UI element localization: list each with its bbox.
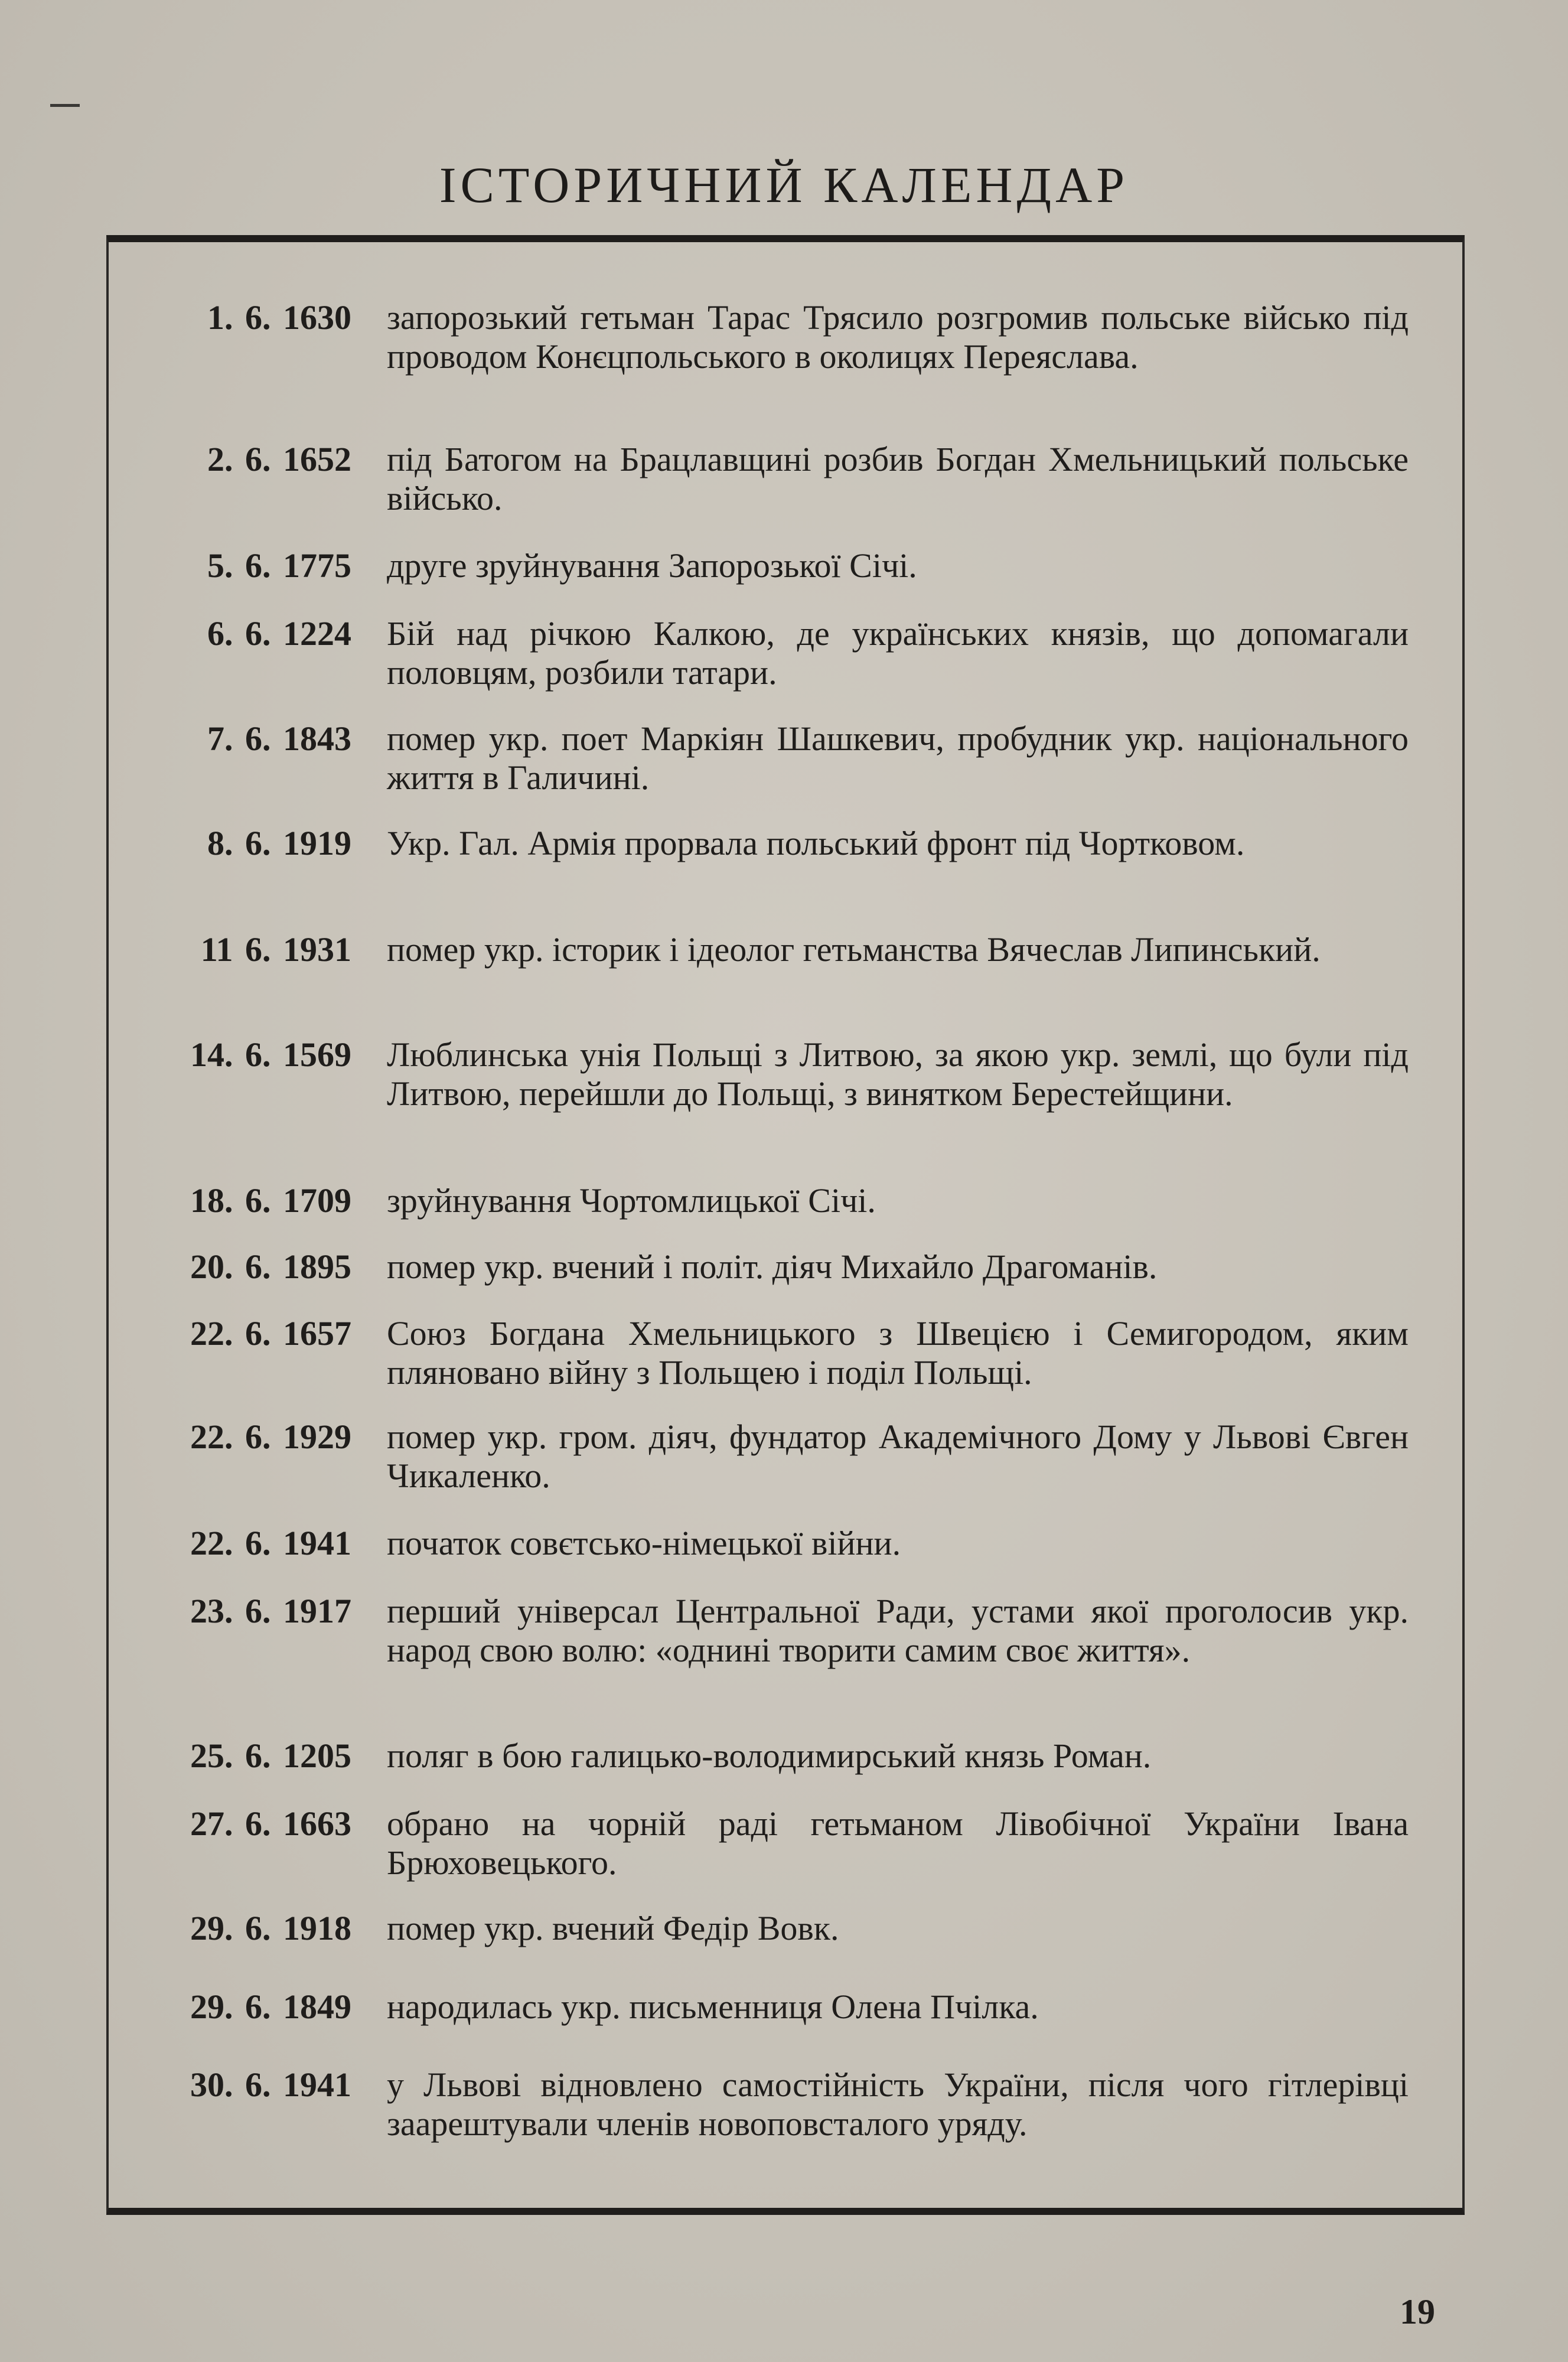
entry-date: 14. 6. 1569 — [190, 1035, 351, 1074]
entry-date: 29. 6. 1849 — [190, 1988, 351, 2026]
entry-date: 22. 6. 1657 — [190, 1314, 351, 1353]
entry-text: помер укр. поет Маркіян Шашкевич, пробудник укр. національного життя в Галичині. — [387, 719, 1409, 797]
entry-text: Люблинська унія Польщі з Литвою, за якою укр. землі, що були під Литвою, перейшли до Польщі, з винятком Берестейщини. — [387, 1035, 1409, 1113]
entry-text: помер укр. вчений і політ. діяч Михайло Драгоманів. — [387, 1247, 1158, 1286]
entry-text: початок совєтсько-німецької війни. — [387, 1524, 901, 1562]
entry-date: 30. 6. 1941 — [190, 2065, 351, 2104]
entry-date: 18. 6. 1709 — [190, 1181, 351, 1220]
entry-text: Союз Богдана Хмельницького з Швецією і Семигородом, яким пляновано війну з Польщею і поділ Польщі. — [387, 1314, 1409, 1392]
entry-date: 22. 6. 1941 — [190, 1524, 351, 1562]
entry-date: 27. 6. 1663 — [190, 1804, 351, 1843]
margin-mark — [50, 104, 80, 107]
entry-date: 8. 6. 1919 — [207, 824, 351, 862]
entry-text: Бій над річкою Калкою, де українських князів, що допомагали половцям, розбили татари. — [387, 614, 1409, 692]
entry-text: помер укр. гром. діяч, фундатор Академічного Дому у Львові Євген Чикаленко. — [387, 1418, 1409, 1495]
entry-date: 29. 6. 1918 — [190, 1909, 351, 1947]
entry-date: 6. 6. 1224 — [207, 614, 351, 653]
entry-date: 2. 6. 1652 — [207, 440, 351, 478]
entry-text: під Батогом на Брацлавщині розбив Богдан Хмельницький польське військо. — [387, 440, 1409, 517]
entry-text: запорозький гетьман Тарас Трясило розгромив польське військо під проводом Конєцпольського в околицях Переяслава. — [387, 298, 1409, 376]
entry-text: зруйнування Чортомлицької Січі. — [387, 1181, 876, 1220]
entry-date: 22. 6. 1929 — [190, 1418, 351, 1456]
page-number: 19 — [1400, 2292, 1435, 2331]
entry-date: 25. 6. 1205 — [190, 1737, 351, 1775]
entry-text: помер укр. історик і ідеолог гетьманства Вячеслав Липинський. — [387, 930, 1321, 969]
entry-text: у Львові відновлено самостійність України, після чого гітлерівці заарештували членів новоповсталого уряду. — [387, 2065, 1409, 2143]
entry-date: 11 6. 1931 — [200, 930, 351, 969]
entry-text: помер укр. вчений Федір Вовк. — [387, 1909, 839, 1947]
entry-text: перший універсал Центральної Ради, устами якої проголосив укр. народ свою волю: «однині творити самим своє життя». — [387, 1592, 1409, 1669]
entry-date: 5. 6. 1775 — [207, 546, 351, 585]
entry-text: поляг в бою галицько-володимирський князь Роман. — [387, 1737, 1152, 1775]
entry-date: 23. 6. 1917 — [190, 1592, 351, 1630]
entry-text: друге зруйнування Запорозької Січі. — [387, 546, 917, 585]
page-title: ІСТОРИЧНИЙ КАЛЕНДАР — [439, 156, 1129, 213]
entry-date: 7. 6. 1843 — [207, 719, 351, 758]
entry-date: 20. 6. 1895 — [190, 1247, 351, 1286]
entry-date: 1. 6. 1630 — [207, 298, 351, 337]
entry-text: народилась укр. письменниця Олена Пчілка. — [387, 1988, 1039, 2026]
entry-text: обрано на чорній раді гетьманом Лівобічної України Івана Брюховецького. — [387, 1804, 1409, 1882]
entry-text: Укр. Гал. Армія прорвала польський фронт під Чортковом. — [387, 824, 1245, 862]
